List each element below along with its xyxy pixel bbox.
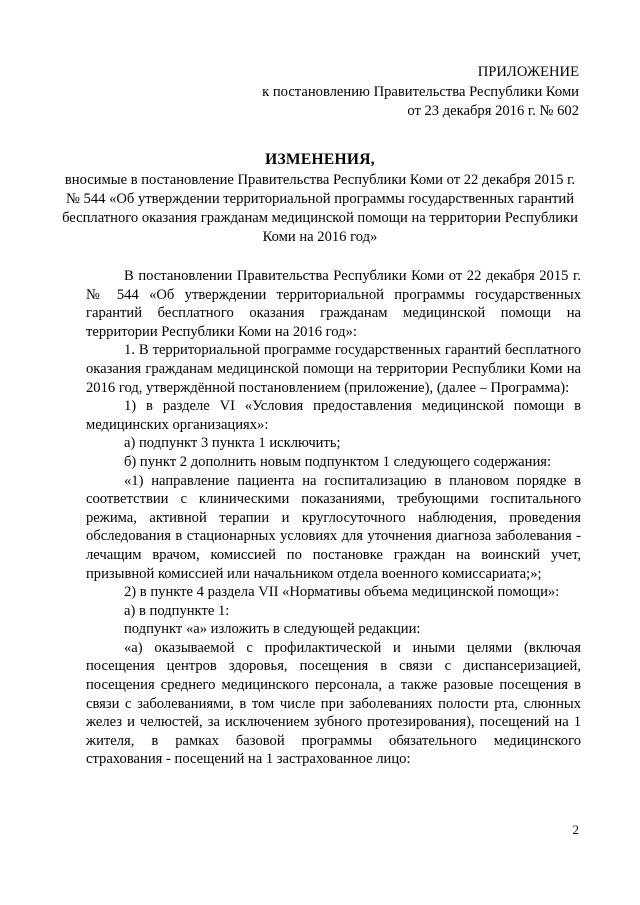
heading-subtitle: вносимые в постановление Правительства Республики Коми от 22 декабря 2015 г. № 544 «Об утверждении территориальной программы государственных гарантий бесплатного оказания гражданам медицинской помощи на территории Республики Коми на 2016 год»: [62, 172, 578, 245]
paragraph: «а) оказываемой с профилактической и иными целями (включая посещения центров здоровья, посещения в связи с диспансеризацией, посещения среднего медицинского персонала, а также разовые посещения в связи с заболеваниями, в том числе при заболеваниях полости рта, слюнных желез и челюстей, за исключением зубного протезирования), посещений на 1 жителя, в рамках базовой программы обязательного медицинского страхования - посещений на 1 застрахованное лицо:: [86, 639, 581, 768]
appendix-block: [262, 63, 579, 122]
paragraph: подпункт «а» изложить в следующей редакции:: [124, 621, 421, 638]
appendix-label: ПРИЛОЖЕНИЕ: [477, 64, 579, 80]
paragraph: В постановлении Правительства Республики Коми от 22 декабря 2015 г. № 544 «Об утверждении территориальной программы государственных гарантий бесплатного оказания гражданам медицинской помощи на территории Республики Коми на 2016 год»:: [86, 268, 581, 340]
appendix-line-2: от 23 декабря 2016 г. № 602: [407, 103, 579, 119]
appendix-line-1: к постановлению Правительства Республики Коми: [262, 83, 579, 100]
paragraph: «1) направление пациента на госпитализацию в плановом порядке в соответствии с клиническими показаниями, требующими госпитального режима, активной терапии и круглосуточного наблюдения, проведения обследования в стационарных условиях для уточнения диагноза заболевания - лечащим врачом, комиссией по постановке граждан на воинский учет, призывной комиссией или начальником отдела военного комиссариата;»;: [86, 472, 581, 582]
paragraph: 1) в разделе VI «Условия предоставления медицинской помощи в медицинских организациях»:: [86, 398, 581, 433]
paragraph: б) пункт 2 дополнить новым подпунктом 1 следующего содержания:: [124, 453, 552, 470]
paragraph: а) подпункт 3 пункта 1 исключить;: [124, 435, 341, 452]
heading-title: ИЗМЕНЕНИЯ,: [265, 151, 375, 168]
paragraph: а) в подпункте 1:: [124, 602, 230, 619]
document-heading: [60, 150, 580, 247]
document-body: [86, 267, 581, 769]
paragraph: 1. В территориальной программе государственных гарантий бесплатного оказания гражданам медицинской помощи на территории Республики Коми на 2016 год, утверждённой постановлением (приложение), (далее – Программа):: [86, 342, 581, 396]
paragraph: 2) в пункте 4 раздела VII «Нормативы объема медицинской помощи»:: [124, 584, 560, 601]
page-number: 2: [572, 822, 579, 837]
